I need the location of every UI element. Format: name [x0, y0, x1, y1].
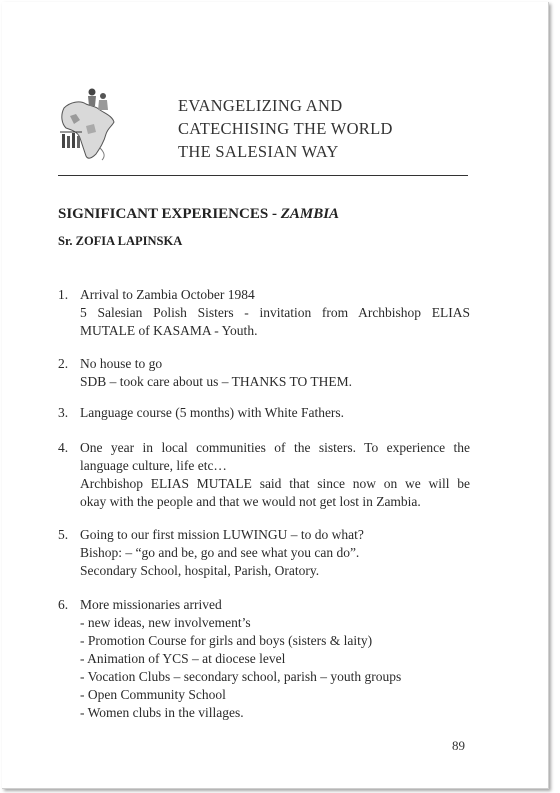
section-title-prefix: SIGNIFICANT EXPERIENCES - [58, 206, 281, 222]
list-item-line: SDB – took care about us – THANKS TO THEM. [80, 374, 352, 389]
list-item-number: 2. [58, 356, 69, 371]
list-item-line: Arrival to Zambia October 1984 [80, 287, 255, 302]
list-item-number: 6. [58, 597, 69, 612]
section-title [58, 206, 339, 223]
list-item-line: One year in local communities of the sisters. To experience the [80, 440, 470, 455]
header-title-line: CATECHISING THE WORLD [178, 119, 393, 138]
list-item-line: Language course (5 months) with White Fathers. [80, 405, 345, 420]
list-item-line: - Women clubs in the villages. [80, 705, 244, 720]
list-item-line: Archbishop ELIAS MUTALE said that since now on we will be [80, 476, 470, 491]
list-item-line: - Animation of YCS – at diocese level [80, 651, 286, 666]
page-number: 89 [452, 738, 465, 753]
list-item [58, 286, 470, 340]
list-item-line: - Promotion Course for girls and boys (sisters & laity) [80, 633, 373, 648]
list-item-line: language culture, life etc… [80, 458, 227, 473]
list-item [58, 439, 470, 511]
list-item-line: No house to go [80, 356, 163, 371]
africa-map-logo [56, 86, 120, 164]
list-item [58, 596, 470, 722]
header-title-line: THE SALESIAN WAY [178, 142, 339, 161]
author-name: Sr. ZOFIA LAPINSKA [58, 234, 183, 248]
book-header-title [178, 94, 393, 163]
list-item-line: Going to our first mission LUWINGU – to do what? [80, 527, 364, 542]
list-item-number: 3. [58, 405, 69, 420]
list-item-line: okay with the people and that we would not get lost in Zambia. [80, 494, 421, 509]
list-item [58, 526, 470, 580]
list-item-line: 5 Salesian Polish Sisters - invitation from Archbishop ELIAS [80, 305, 470, 320]
list-item-number: 5. [58, 527, 69, 542]
list-item-line: MUTALE of KASAMA - Youth. [80, 323, 258, 338]
list-item-line: Secondary School, hospital, Parish, Oratory. [80, 563, 320, 578]
header-title-line: EVANGELIZING AND [178, 96, 343, 115]
header-divider [58, 175, 468, 176]
list-item-line: More missionaries arrived [80, 597, 222, 612]
list-item [58, 355, 470, 391]
list-item [58, 404, 470, 422]
section-title-country: ZAMBIA [280, 206, 340, 222]
list-item-line: - Vocation Clubs – secondary school, parish – youth groups [80, 669, 402, 684]
list-item-line: - Open Community School [80, 687, 226, 702]
list-item-number: 4. [58, 440, 69, 455]
list-item-line: Bishop: – “go and be, go and see what you can do”. [80, 545, 360, 560]
list-item-line: - new ideas, new involvement’s [80, 615, 251, 630]
list-item-number: 1. [58, 287, 69, 302]
